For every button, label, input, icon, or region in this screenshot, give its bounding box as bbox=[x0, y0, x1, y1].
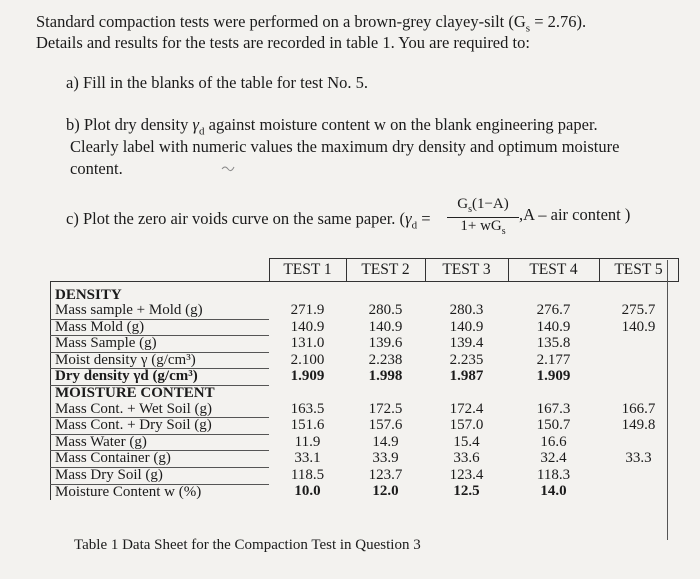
section-density: DENSITY bbox=[51, 288, 679, 304]
table-row: Mass Cont. + Wet Soil (g) 163.5 172.5 172.4 167.3 166.7 bbox=[51, 402, 679, 418]
header-test-1: TEST 1 bbox=[269, 259, 346, 282]
header-test-5: TEST 5 bbox=[599, 259, 678, 282]
fraction-bar bbox=[447, 217, 519, 218]
row-label: Mass Cont. + Wet Soil (g) bbox=[51, 402, 270, 418]
row-label: Dry density γd (g/cm³) bbox=[51, 369, 270, 386]
table-row: Mass sample + Mold (g) 271.9 280.5 280.3 276.7 275.7 bbox=[51, 303, 679, 319]
formula-numerator: $G_s(1-A)$ bbox=[457, 196, 509, 215]
row-label: Mass Cont. + Dry Soil (g) bbox=[51, 418, 270, 435]
table-row: Dry density γd (g/cm³) 1.909 1.998 1.987 1.909 bbox=[51, 369, 679, 386]
row-label: Mass Container (g) bbox=[51, 451, 270, 468]
question-b-line-1: b) Plot dry density $\gamma_d$ against moisture content w on the blank engineering paper. bbox=[66, 115, 598, 138]
table-right-border bbox=[667, 260, 668, 540]
table-row: Moisture Content w (%) 10.0 12.0 12.5 14.0 bbox=[51, 484, 679, 500]
pen-mark bbox=[221, 164, 235, 175]
question-b-line-3: content. bbox=[70, 159, 123, 178]
table-row: Mass Sample (g) 131.0 139.6 139.4 135.8 bbox=[51, 336, 679, 353]
table-row: Moist density γ (g/cm³) 2.100 2.238 2.235 2.177 bbox=[51, 352, 679, 369]
header-test-3: TEST 3 bbox=[425, 259, 508, 282]
intro-line-1: Standard compaction tests were performed on a brown-grey clayey-silt $(G_s = 2.76)$. bbox=[36, 12, 587, 35]
header-test-2: TEST 2 bbox=[346, 259, 425, 282]
row-label: Mass sample + Mold (g) bbox=[51, 303, 270, 319]
table-row: Mass Mold (g) 140.9 140.9 140.9 140.9 140.9 bbox=[51, 319, 679, 336]
row-label: Moisture Content w (%) bbox=[51, 484, 270, 500]
question-a: a) Fill in the blanks of the table for test No. 5. bbox=[66, 73, 368, 92]
row-label: Mass Water (g) bbox=[51, 434, 270, 451]
question-c-end: ,A – air content ) bbox=[519, 205, 631, 224]
section-moisture: MOISTURE CONTENT bbox=[51, 386, 679, 402]
question-b-line-2: Clearly label with numeric values the maximum dry density and optimum moisture bbox=[70, 137, 620, 156]
table-row: Mass Cont. + Dry Soil (g) 151.6 157.6 157.0 150.7 149.8 bbox=[51, 418, 679, 435]
table-row: Mass Container (g) 33.1 33.9 33.6 32.4 33.3 bbox=[51, 451, 679, 468]
formula-denominator: $1+ wG_s$ bbox=[460, 218, 506, 237]
table-row: Mass Water (g) 11.9 14.9 15.4 16.6 bbox=[51, 434, 679, 451]
row-label: Mass Dry Soil (g) bbox=[51, 468, 270, 485]
table-row: Mass Dry Soil (g) 118.5 123.7 123.4 118.3 bbox=[51, 468, 679, 485]
zero-air-voids-formula bbox=[447, 196, 519, 237]
question-c: c) Plot the zero air voids curve on the same paper. ($\gamma_d$ = bbox=[66, 209, 431, 232]
row-label: Mass Mold (g) bbox=[51, 319, 270, 336]
compaction-data-table bbox=[50, 258, 679, 500]
table-header-row bbox=[51, 259, 679, 282]
intro-line-2: Details and results for the tests are recorded in table 1. You are required to: bbox=[36, 33, 530, 52]
row-label: Moist density γ (g/cm³) bbox=[51, 352, 270, 369]
row-label: Mass Sample (g) bbox=[51, 336, 270, 353]
table-caption: Table 1 Data Sheet for the Compaction Test in Question 3 bbox=[74, 537, 421, 553]
header-test-4: TEST 4 bbox=[508, 259, 599, 282]
